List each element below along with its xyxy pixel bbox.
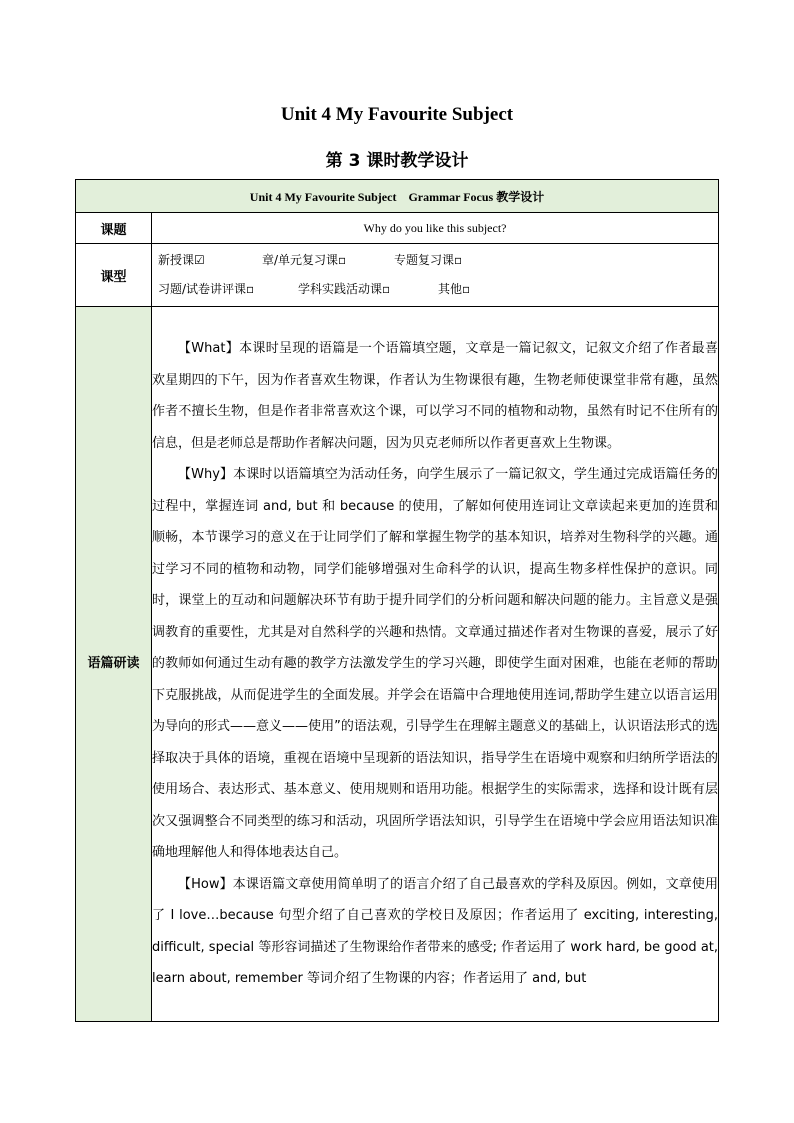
text-analysis-label: 语篇研读 (76, 307, 152, 1022)
lesson-type-row (76, 244, 719, 307)
lesson-type-line-2 (152, 275, 718, 304)
document-title: Unit 4 My Favourite Subject (280, 104, 514, 125)
lesson-type-line-1 (152, 246, 718, 275)
lesson-type-label: 课型 (76, 244, 152, 307)
text-analysis-body (152, 307, 719, 1022)
why-paragraph (152, 459, 718, 869)
why-text: 本课时以语篇填空为活动任务，向学生展示了一篇记叙文，学生通过完成语篇任务的过程中，掌握连词 and, but 和 because 的使用，了解如何使用连词让文章读起来更加的连贯和顺畅，本节课学习的意义在于让同学们了解和掌握生物学的基本知识，培养对生物科学的兴趣。通过学习不同的植物和动物，同学们能够增强对生命科学的认识，提高生物多样性保护的意识。同时，课堂上的互动和问题解决环节有助于提升同学们的分析问题和解决问题的能力。主旨意义是强调教育的重要性，尤其是对自然科学的兴趣和热情。文章通过描述作者对生物课的喜爱，展示了好的教师如何通过生动有趣的教学方法激发学生的学习兴趣，即使学生面对困难，也能在老师的帮助下克服挑战，从而促进学生的全面发展。并学会在语篇中合理地使用连词,帮助学生建立以语言运用为导向的形式——意义——使用”的语法观，引导学生在理解主题意义的基础上，认识语法形式的选择取决于具体的语境，重视在语境中呈现新的语法知识，指导学生在语境中观察和归纳所学语法的使用场合、表达形式、基本意义、使用规则和语用功能。根据学生的实际需求，选择和设计既有层次又强调整合不同类型的练习和活动，巩固所学语法知识，引导学生在语境中学会应用语法知识准确地理解他人和得体地表达自己。 (152, 467, 719, 861)
option-topic-review[interactable]: 专题复习课▫ (394, 253, 463, 267)
table-header: Unit 4 My Favourite Subject Grammar Focus 教学设计 (76, 180, 719, 213)
option-exercise-review[interactable]: 习题/试卷讲评课▫ (158, 282, 255, 296)
what-paragraph (152, 333, 718, 459)
what-text: 本课时呈现的语篇是一个语篇填空题，文章是一篇记叙文，记叙文介绍了作者最喜欢星期四的下午，因为作者喜欢生物课，作者认为生物课很有趣，生物老师使课堂非常有趣，虽然作者不擅长生物，但是作者非常喜欢这个课，可以学习不同的植物和动物，虽然有时记不住所有的信息，但是老师总是帮助作者解决问题，因为贝克老师所以作者更喜欢上生物课。 (152, 341, 719, 451)
lesson-type-options (152, 244, 719, 307)
text-analysis-row (76, 307, 719, 1022)
topic-row (76, 213, 719, 244)
lesson-plan-table (75, 179, 719, 1022)
what-tag: 【What】 (178, 341, 240, 357)
option-practice-activity[interactable]: 学科实践活动课▫ (298, 282, 391, 296)
topic-label: 课题 (76, 213, 152, 244)
how-text: 本课语篇文章使用简单明了的语言介绍了自己最喜欢的学科及原因。例如，文章使用了 I love…because 句型介绍了自己喜欢的学校日及原因；作者运用了 exciting, interesting, difficult, special 等形容词描述了生物课给作者带来的感受; 作者运用了 work hard, be good at, learn about, remember 等词介绍了生物课的内容；作者运用了 and, but (152, 876, 719, 987)
how-tag: 【How】 (178, 876, 233, 892)
how-paragraph (152, 869, 718, 995)
table-header-row (76, 180, 719, 213)
why-tag: 【Why】 (178, 467, 234, 483)
topic-value: Why do you like this subject? (152, 213, 719, 244)
document-subtitle: 第 3 课时教学设计 (325, 151, 469, 171)
option-unit-review[interactable]: 章/单元复习课▫ (262, 253, 347, 267)
option-other[interactable]: 其他▫ (438, 282, 471, 296)
option-new-lesson[interactable]: 新授课☑ (158, 253, 205, 267)
